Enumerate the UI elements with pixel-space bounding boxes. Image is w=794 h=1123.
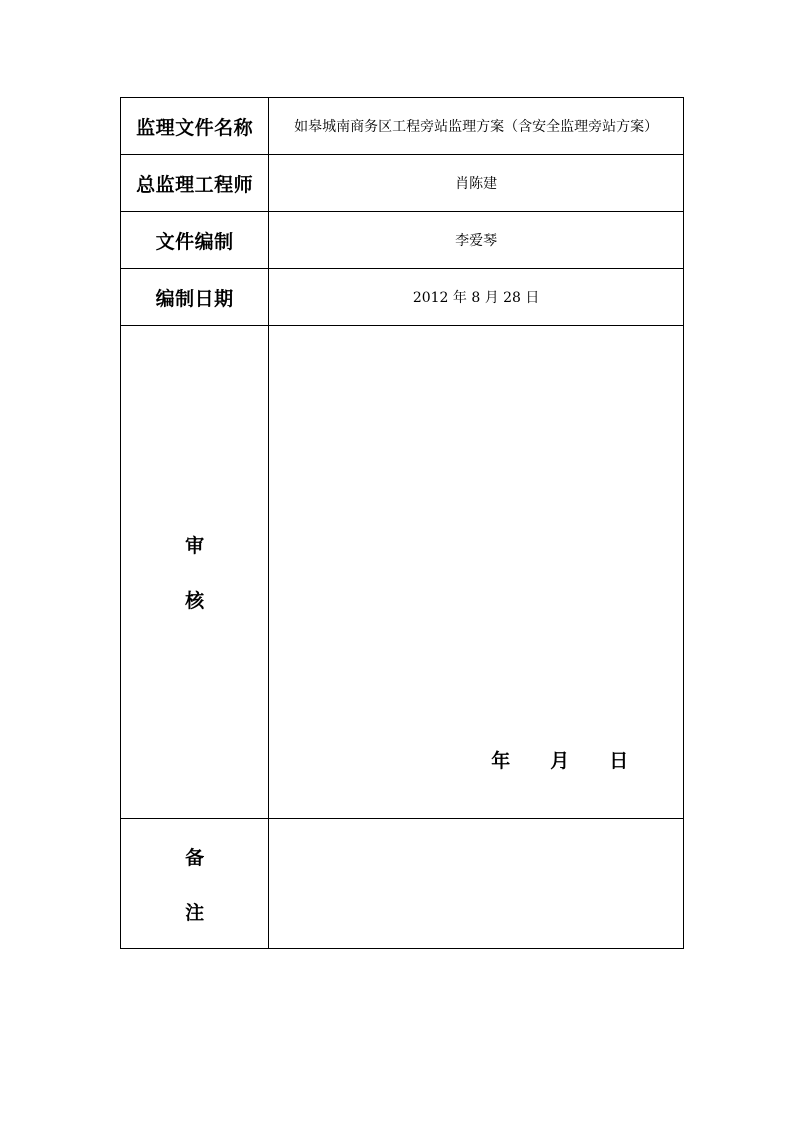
row-compiler xyxy=(121,212,684,269)
remark-label-cell xyxy=(121,819,269,949)
compile-date-label: 编制日期 xyxy=(121,269,269,326)
compile-date-value: 2012 年 8 月 28 日 xyxy=(269,269,684,326)
review-label-cell xyxy=(121,326,269,819)
row-document-name xyxy=(121,98,684,155)
review-date-day: 日 xyxy=(609,750,629,772)
review-content-cell xyxy=(269,326,684,819)
review-date-month: 月 xyxy=(550,750,570,772)
chief-engineer-value: 肖陈建 xyxy=(269,155,684,212)
remark-label-char-2: 注 xyxy=(185,901,205,924)
review-label-char-2: 核 xyxy=(185,590,205,612)
supervision-document-cover-table xyxy=(120,97,684,949)
compiler-label: 文件编制 xyxy=(121,212,269,269)
row-review xyxy=(121,326,684,819)
row-chief-engineer xyxy=(121,155,684,212)
remark-label-char-1: 备 xyxy=(185,846,205,869)
review-date-year: 年 xyxy=(491,750,511,772)
chief-engineer-label: 总监理工程师 xyxy=(121,155,269,212)
row-remark xyxy=(121,819,684,949)
review-label-char-1: 审 xyxy=(185,535,205,557)
document-name-label: 监理文件名称 xyxy=(121,98,269,155)
compiler-value: 李爱琴 xyxy=(269,212,684,269)
row-compile-date xyxy=(121,269,684,326)
review-date-line xyxy=(491,746,628,773)
document-name-value: 如皋城南商务区工程旁站监理方案（含安全监理旁站方案） xyxy=(269,98,684,155)
remark-content-cell xyxy=(269,819,684,949)
